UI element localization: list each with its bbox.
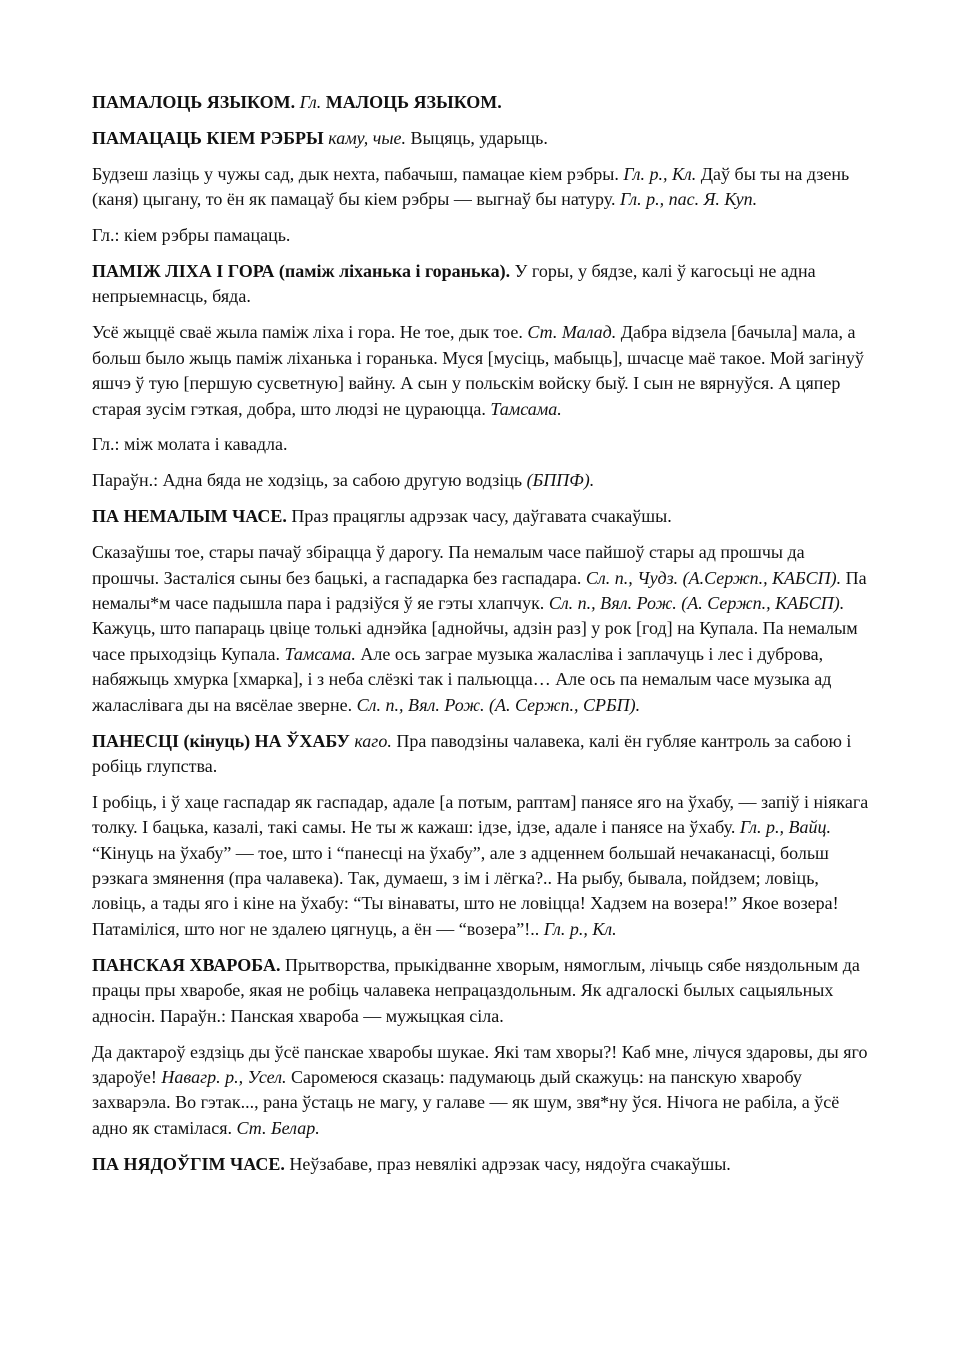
entry-paragraph xyxy=(92,729,874,780)
body-text: Неўзабаве, праз невялікі адрэзак часу, нядоўга счакаўшы. xyxy=(284,1153,731,1174)
body-text: Параўн.: Адна бяда не ходзіць, за сабою другую водзіць xyxy=(92,470,527,491)
body-text: Даў бы ты на дзень (каня) цыгану, то ён як памацаў бы кіем рэбры — выгнаў бы натуру. xyxy=(92,163,850,210)
example-paragraph xyxy=(92,320,874,422)
cross-reference xyxy=(92,432,874,457)
entry-paragraph xyxy=(92,953,874,1029)
source-reference: Сл. п., Вял. Рож. (А. Сержп., СРБП). xyxy=(356,694,641,715)
headword-text: ПАНЕСЦІ (кінуць) НА ЎХАБУ xyxy=(92,730,350,751)
headword-text: МАЛОЦЬ ЯЗЫКОМ. xyxy=(325,92,502,112)
source-reference: Гл. р., Кл. xyxy=(543,918,617,939)
source-reference: Навагр. р., Усел. xyxy=(161,1066,287,1087)
body-text: Гл.: кіем рэбры памацаць. xyxy=(92,225,291,246)
body-text: У горы, у бядзе, калі ў кагосьці не адна непрыемнасць, бяда. xyxy=(92,261,816,307)
headword-text: ПАНСКАЯ ХВАРОБА. xyxy=(92,954,281,975)
cross-reference xyxy=(92,223,874,248)
entry-paragraph xyxy=(92,126,874,151)
source-reference: Гл. р., Вайц. xyxy=(739,817,831,838)
body-text: Выцяць, ударыць. xyxy=(406,127,548,148)
source-reference: (БППФ). xyxy=(526,470,595,491)
headword-text: ПА НЯДОЎГІМ ЧАСЕ. xyxy=(92,1153,285,1174)
source-reference: Тамсама. xyxy=(490,398,562,419)
body-text: Да дактароў ездзіць ды ўсё панскае хваробы шукае. Які там хворы?! Каб мне, лічуся здаровы, ды яго здароўе! xyxy=(92,1041,868,1087)
comparison-note xyxy=(92,468,874,493)
source-reference: Сл. п., Вял. Рож. (А. Сержп., КАБСП). xyxy=(548,593,845,613)
headword-text: ПАМАЦАЦЬ КІЕМ РЭБРЫ xyxy=(92,127,329,148)
body-text: Усё жыццё сваё жыла паміж ліха і гора. Не тое, дык тое. xyxy=(92,322,528,343)
example-paragraph xyxy=(92,790,874,942)
source-reference: Сл. п., Чудз. (А.Сержп., КАБСП). xyxy=(585,567,842,588)
example-paragraph xyxy=(92,1040,874,1142)
entry-paragraph xyxy=(92,259,874,310)
body-text: Дабра відзела [бачыла] мала, а больш было жыць паміж ліханька і горанька. Муся [мусіць, мабыць], шчасце маё такое. Мой загінуў яшчэ ў тую [першую сусветную] вайну. А сын у польскім войску быў. І сын не вярнуўся. А цяпер старая зусім гэткая, добра, што людзі не цураюцца. xyxy=(92,322,864,419)
headword-text: ПАМАЛОЦЬ ЯЗЫКОМ. xyxy=(92,92,300,112)
source-reference: Гл. р., пас. Я. Куп. xyxy=(619,189,758,210)
headword-text: ПАМІЖ ЛІХА І ГОРА (паміж ліханька і горанька). xyxy=(92,261,511,282)
example-paragraph xyxy=(92,540,874,718)
dictionary-page xyxy=(92,90,874,1188)
source-reference: каму, чые. xyxy=(328,127,407,148)
body-text: Кажуць, што папараць цвіце толькі аднэйка [аднойчы, адзін раз] у рок [год] на Купала. Па немалым часе прыходзіць Купала. xyxy=(92,618,858,664)
body-text: Саромеюся сказаць: падумаюць дый скажуць: на панскую хваробу захварэла. Во гэтак..., рана ўстаць не магу, у галаве — як шум, звя*ну ўся. Нічога не рабіла, а ўсё адно як стамілася. xyxy=(92,1066,840,1138)
body-text: Гл.: між молата і кавадла. xyxy=(92,434,288,455)
entry-paragraph xyxy=(92,90,874,115)
source-reference: Гл. р., Кл. xyxy=(623,163,697,184)
body-text: Сказаўшы тое, стары пачаў збірацца ў дарогу. Па немалым часе пайшоў стары ад прошчы да прошчы. Засталіся сыны без бацькі, а гаспадарка без гаспадара. xyxy=(92,542,805,588)
body-text: Будзеш лазіць у чужы сад, дык нехта, пабачыш, памацае кіем рэбры. xyxy=(92,163,624,184)
source-reference: каго. xyxy=(354,730,392,751)
body-text: Але ось заграе музыка жаласліва і заплачуць і лес і дуброва, набяжыць хмурка [хмарка], і з неба слёзкі так і пальюцца… Але ось па немалым часе музыка ад жаласлівага ды на вясёлае зверне. xyxy=(92,643,832,715)
example-paragraph xyxy=(92,162,874,213)
source-reference: Ст. Малад. xyxy=(527,322,617,343)
body-text: І робіць, і ў хаце гаспадар як гаспадар, адале [а потым, раптам] панясе яго на ўхабу, — запіў і ніякага толку. І бацька, казалі, такі самы. Не ты ж кажаш: ідзе, ідзе, адале і панясе на ўхабу. xyxy=(92,791,869,838)
body-text: Пра паводзіны чалавека, калі ён губляе кантроль за сабою і робіць глупства. xyxy=(92,730,852,776)
source-reference: Ст. Белар. xyxy=(236,1117,320,1138)
body-text: “Кінуць на ўхабу” — тое, што і “панесці на ўхабу”, але з адценнем большай нечаканасці, больш рэзкага змянення (пра чалавека). Так, думаеш, з ім і лёгка?.. На рыбу, бывала, пойдзем; ловіць, ловіць, а тады яго і кіне на ўхабу: “Ты вінаваты, што не ловіцца! Хадзем на возера!” Якое возера! Патаміліся, што ног не здалею цягнуць, а ён — “возера”!.. xyxy=(92,842,839,939)
body-text: Па немалы*м часе падышла пара і радзіўся ў яе гэты хлапчук. xyxy=(92,567,867,613)
entry-paragraph xyxy=(92,504,874,529)
entry-paragraph xyxy=(92,1152,874,1177)
body-text: Прытворства, прыкідванне хворым, нямоглым, лічыць сябе няздольным да працы пры хваробе, якая не робіць чалавека непрацаздольным. Як адгалоскі былых сацыяльных адносін. Параўн.: Панская хвароба — мужыцкая сіла. xyxy=(92,954,860,1026)
headword-text: ПА НЕМАЛЫМ ЧАСЕ. xyxy=(92,506,287,527)
source-reference: Тамсама. xyxy=(284,643,356,664)
body-text: Праз працяглы адрэзак часу, даўгавата счакаўшы. xyxy=(286,506,672,527)
source-reference: Гл. xyxy=(299,92,322,112)
